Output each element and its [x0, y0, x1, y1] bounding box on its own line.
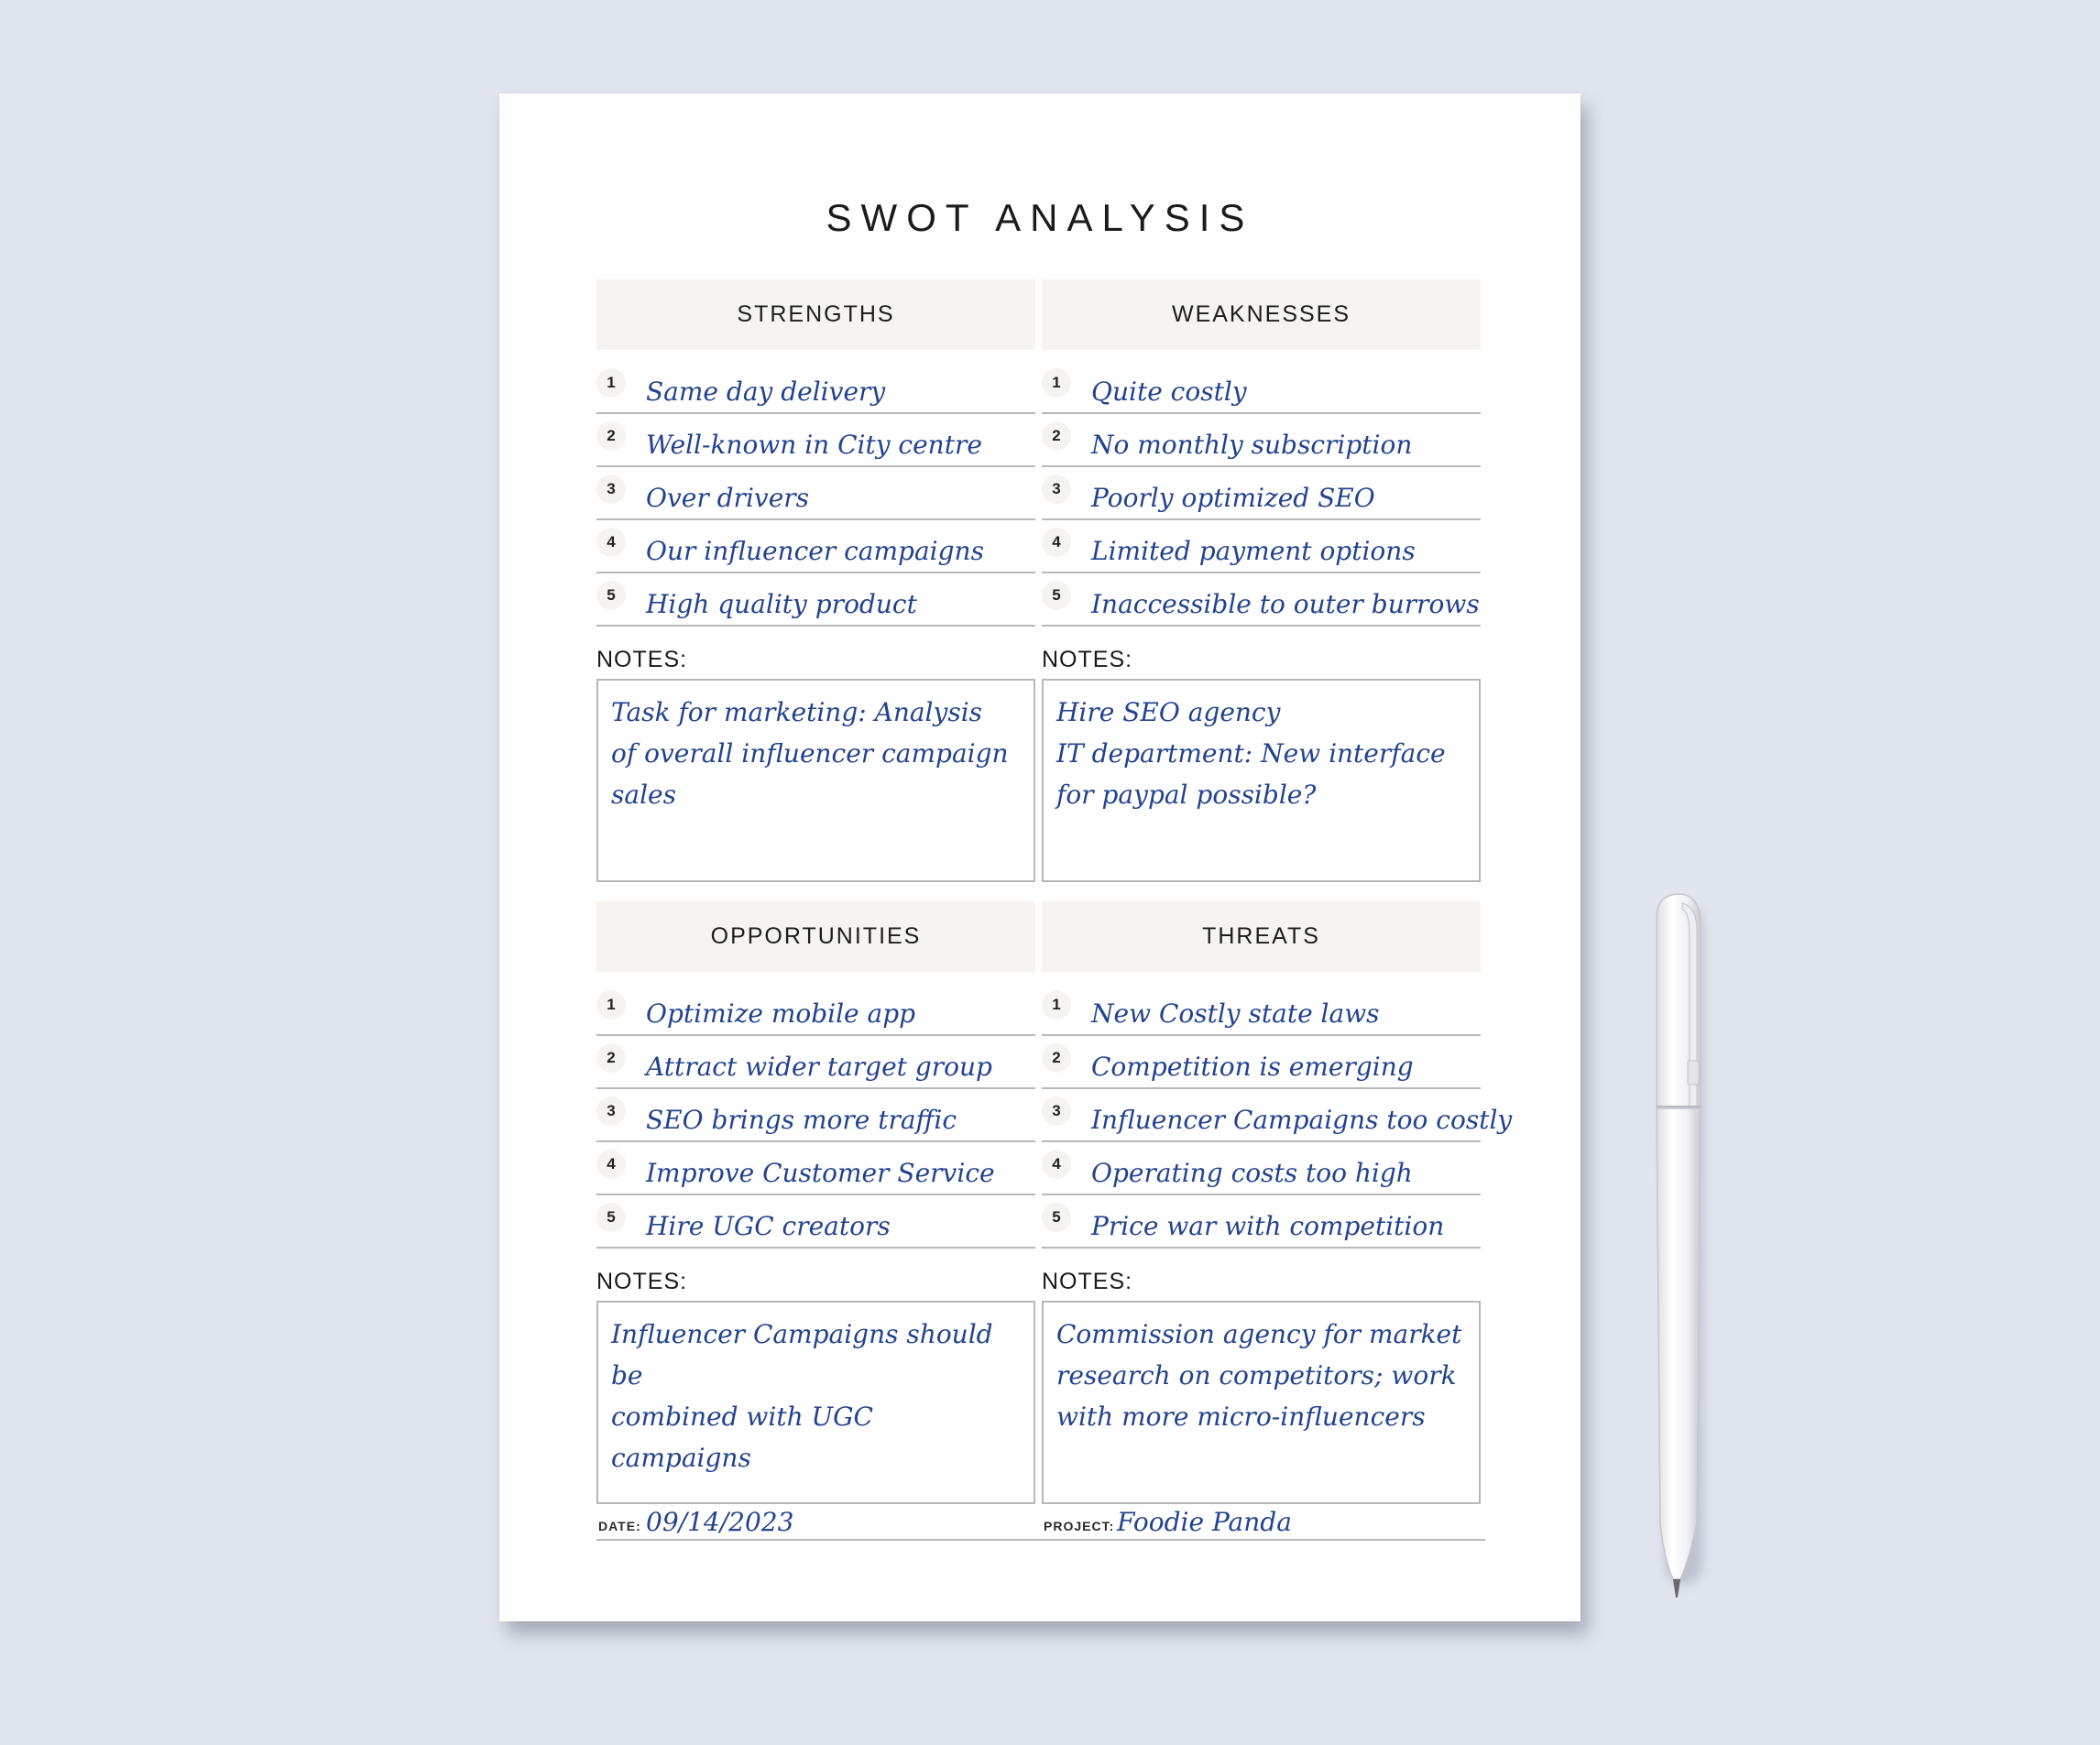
item-number: 2: [1042, 421, 1071, 451]
item-text: Operating costs too high: [1091, 1158, 1413, 1188]
strengths-notes-box: [596, 679, 1035, 882]
item-number: 5: [596, 1203, 626, 1232]
item-number: 1: [1042, 990, 1071, 1020]
threats-notes-text: Commission agency for market research on competitors; work with more micro-influencers: [1056, 1319, 1462, 1432]
list-item: [1042, 1144, 1481, 1195]
weaknesses-notes-text: Hire SEO agency IT department: New interface for paypal possible?: [1056, 697, 1446, 810]
item-number: 4: [596, 528, 626, 557]
list-item: [1042, 1197, 1481, 1249]
opportunities-notes-text: Influencer Campaigns should be combined with UGC campaigns: [611, 1319, 993, 1473]
item-number: 3: [596, 1096, 626, 1126]
threats-list: [1042, 985, 1513, 1249]
strengths-section: [596, 279, 1035, 882]
threats-heading: THREATS: [1042, 901, 1481, 972]
item-number: 5: [1042, 1203, 1071, 1232]
date-field: [596, 1504, 1042, 1541]
item-number: 1: [596, 990, 626, 1020]
item-number: 2: [596, 421, 626, 451]
list-item: [596, 1144, 1035, 1195]
opportunities-heading: OPPORTUNITIES: [596, 901, 1035, 972]
list-item: [596, 522, 1035, 573]
project-label: PROJECT:: [1044, 1519, 1115, 1533]
item-number: 2: [1042, 1043, 1071, 1073]
item-text: Over drivers: [646, 483, 810, 513]
weaknesses-section: [1042, 279, 1481, 882]
item-text: Competition is emerging: [1091, 1052, 1414, 1082]
item-number: 2: [596, 1043, 626, 1073]
item-number: 5: [1042, 581, 1071, 610]
item-text: New Costly state laws: [1091, 998, 1380, 1029]
strengths-list: [596, 363, 1035, 627]
list-item: [596, 1197, 1035, 1249]
project-value: Foodie Panda: [1117, 1507, 1292, 1537]
list-item: [596, 985, 1035, 1036]
item-number: 1: [1042, 368, 1071, 398]
item-text: Attract wider target group: [646, 1052, 992, 1082]
item-number: 4: [596, 1150, 626, 1179]
list-item: [596, 363, 1035, 414]
item-text: High quality product: [646, 589, 917, 619]
weaknesses-heading: WEAKNESSES: [1042, 279, 1481, 350]
pen-icon: [1649, 890, 1704, 1605]
date-value: 09/14/2023: [646, 1507, 794, 1537]
threats-section: [1042, 901, 1513, 1504]
item-text: Quite costly: [1091, 376, 1247, 407]
item-text: Price war with competition: [1091, 1211, 1445, 1241]
item-text: Well-known in City centre: [646, 430, 982, 460]
weaknesses-notes-box: [1042, 679, 1481, 882]
weaknesses-list: [1042, 363, 1481, 627]
item-text: Our influencer campaigns: [646, 536, 984, 566]
date-label: DATE:: [598, 1519, 641, 1533]
list-item: [1042, 522, 1481, 573]
item-number: 4: [1042, 1150, 1071, 1179]
list-item: [1042, 575, 1481, 627]
threats-notes-box: [1042, 1301, 1481, 1504]
project-field: [1042, 1504, 1485, 1541]
item-number: 3: [596, 474, 626, 504]
weaknesses-notes-label: NOTES:: [1042, 647, 1133, 672]
opportunities-section: [596, 901, 1035, 1504]
list-item: [596, 1038, 1035, 1089]
list-item: [596, 1091, 1035, 1142]
list-item: [1042, 469, 1481, 520]
opportunities-notes-label: NOTES:: [596, 1269, 688, 1294]
list-item: [1042, 363, 1481, 414]
list-item: [596, 575, 1035, 627]
strengths-notes-text: Task for marketing: Analysis of overall influencer campaign sales: [611, 697, 1009, 810]
list-item: [1042, 985, 1481, 1036]
item-number: 4: [1042, 528, 1071, 557]
item-number: 1: [596, 368, 626, 398]
strengths-heading: STRENGTHS: [596, 279, 1035, 350]
item-text: Poorly optimized SEO: [1091, 483, 1375, 513]
list-item: [596, 416, 1035, 467]
item-text: Improve Customer Service: [646, 1158, 995, 1188]
item-text: SEO brings more traffic: [646, 1105, 957, 1135]
item-text: Hire UGC creators: [646, 1211, 891, 1241]
list-item: [1042, 416, 1481, 467]
item-text: Optimize mobile app: [646, 998, 916, 1029]
item-text: Same day delivery: [646, 376, 886, 407]
opportunities-notes-box: [596, 1301, 1035, 1504]
item-number: 3: [1042, 1096, 1071, 1126]
strengths-notes-label: NOTES:: [596, 647, 688, 672]
threats-notes-label: NOTES:: [1042, 1269, 1133, 1294]
item-text: Inaccessible to outer burrows: [1091, 589, 1480, 619]
page-title: SWOT ANALYSIS: [826, 196, 1254, 239]
item-text: Influencer Campaigns too costly: [1091, 1105, 1513, 1135]
item-number: 3: [1042, 474, 1071, 504]
opportunities-list: [596, 985, 1035, 1249]
list-item: [1042, 1091, 1513, 1142]
item-text: No monthly subscription: [1091, 430, 1413, 460]
list-item: [1042, 1038, 1481, 1089]
item-number: 5: [596, 581, 626, 610]
list-item: [596, 469, 1035, 520]
swot-worksheet: [499, 93, 1580, 1621]
item-text: Limited payment options: [1091, 536, 1416, 566]
